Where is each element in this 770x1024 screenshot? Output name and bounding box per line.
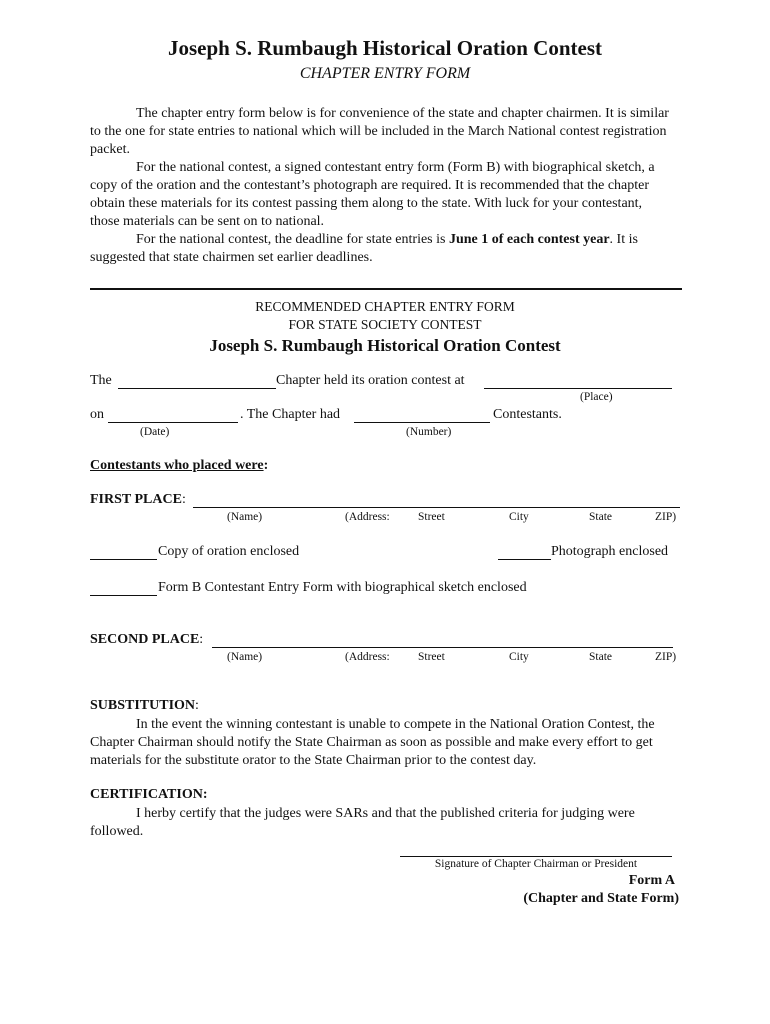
intro-paragraph-1: The chapter entry form below is for convenience of the state and chapter chairmen. It is similar to the one for state entries to national which will be included in the March National contest registration packet. bbox=[90, 106, 669, 157]
first-name-caption: (Name) bbox=[227, 511, 263, 523]
chapter-name-field[interactable] bbox=[118, 388, 276, 389]
place-field[interactable] bbox=[484, 388, 672, 389]
page-subtitle: CHAPTER ENTRY FORM bbox=[299, 65, 471, 82]
second-place-heading: SECOND PLACE bbox=[90, 632, 200, 647]
copy-oration-check-field[interactable] bbox=[90, 559, 157, 560]
copy-oration-label: Copy of oration enclosed bbox=[158, 544, 300, 559]
substitution-label: SUBSTITUTION bbox=[90, 698, 196, 713]
label-contestants: Contestants. bbox=[493, 407, 562, 422]
signature-caption: Signature of Chapter Chairman or President bbox=[434, 858, 638, 870]
first-place-label bbox=[90, 492, 186, 508]
label-the: The bbox=[90, 373, 112, 388]
second-state-caption: State bbox=[589, 651, 612, 663]
form-sublabel: (Chapter and State Form) bbox=[523, 891, 679, 906]
first-street-caption: Street bbox=[418, 511, 445, 523]
first-state-caption: State bbox=[589, 511, 612, 523]
intro-paragraph-3 bbox=[90, 231, 672, 267]
form-heading-line-1: RECOMMENDED CHAPTER ENTRY FORM bbox=[255, 299, 515, 314]
contestants-placed-label: Contestants who placed were bbox=[90, 458, 264, 473]
second-place-field[interactable] bbox=[212, 647, 673, 648]
deadline-date: June 1 of each contest year bbox=[448, 232, 610, 247]
date-field[interactable] bbox=[108, 422, 238, 423]
substitution-heading bbox=[90, 698, 199, 714]
signature-field[interactable] bbox=[400, 856, 672, 857]
substitution-text: In the event the winning contestant is unable to compete in the National Oration Contest, the Chapter Chairman should notify the State Chairman as soon as possible and make every effort to get materials for the substitute orator to the State Chairman prior to the contest day. bbox=[90, 717, 655, 768]
second-place-colon: : bbox=[199, 632, 204, 647]
section-divider bbox=[90, 288, 682, 290]
second-city-caption: City bbox=[509, 651, 529, 663]
number-caption: (Number) bbox=[406, 426, 452, 438]
substitution-colon: : bbox=[195, 698, 199, 713]
page-title: Joseph S. Rumbaugh Historical Oration Contest bbox=[167, 36, 603, 60]
first-zip-caption: ZIP) bbox=[655, 511, 677, 523]
label-on: on bbox=[90, 407, 104, 422]
deadline-text-after: . It is suggested that state chairmen set earlier deadlines. bbox=[90, 232, 638, 265]
number-field[interactable] bbox=[354, 422, 490, 423]
label-chapter-held: Chapter held its oration contest at bbox=[276, 373, 465, 388]
first-place-colon: : bbox=[181, 492, 186, 507]
second-address-caption: (Address: bbox=[345, 651, 390, 663]
form-label: Form A bbox=[628, 873, 675, 888]
second-name-caption: (Name) bbox=[227, 651, 263, 663]
second-zip-caption: ZIP) bbox=[655, 651, 677, 663]
form-b-label: Form B Contestant Entry Form with biographical sketch enclosed bbox=[158, 580, 527, 595]
deadline-text-before: For the national contest, the deadline for state entries is bbox=[136, 232, 449, 247]
intro-paragraph-2: For the national contest, a signed contestant entry form (Form B) with biographical sketch, a copy of the oration and the contestant’s photograph are required. It is recommended that the chapter obtain these materials for its contest passing them along to the state. With luck for your contestant, those materials can be sent on to national. bbox=[90, 160, 655, 229]
first-place-field[interactable] bbox=[193, 507, 680, 508]
second-street-caption: Street bbox=[418, 651, 445, 663]
form-b-check-field[interactable] bbox=[90, 595, 157, 596]
form-heading-line-2: FOR STATE SOCIETY CONTEST bbox=[288, 317, 482, 332]
photograph-check-field[interactable] bbox=[498, 559, 551, 560]
photograph-label: Photograph enclosed bbox=[551, 544, 669, 559]
place-caption: (Place) bbox=[580, 391, 613, 403]
contestants-placed-colon: : bbox=[263, 458, 269, 473]
certification-text: I herby certify that the judges were SARs and that the published criteria for judging were followed. bbox=[90, 806, 635, 839]
certification-heading: CERTIFICATION: bbox=[90, 787, 208, 802]
form-title: Joseph S. Rumbaugh Historical Oration Contest bbox=[209, 336, 561, 355]
label-chapter-had: . The Chapter had bbox=[240, 407, 341, 422]
date-caption: (Date) bbox=[140, 426, 170, 438]
first-place-heading: FIRST PLACE bbox=[90, 492, 182, 507]
first-address-caption: (Address: bbox=[345, 511, 390, 523]
first-city-caption: City bbox=[509, 511, 529, 523]
contestants-placed-heading bbox=[90, 458, 268, 474]
second-place-label bbox=[90, 632, 203, 648]
